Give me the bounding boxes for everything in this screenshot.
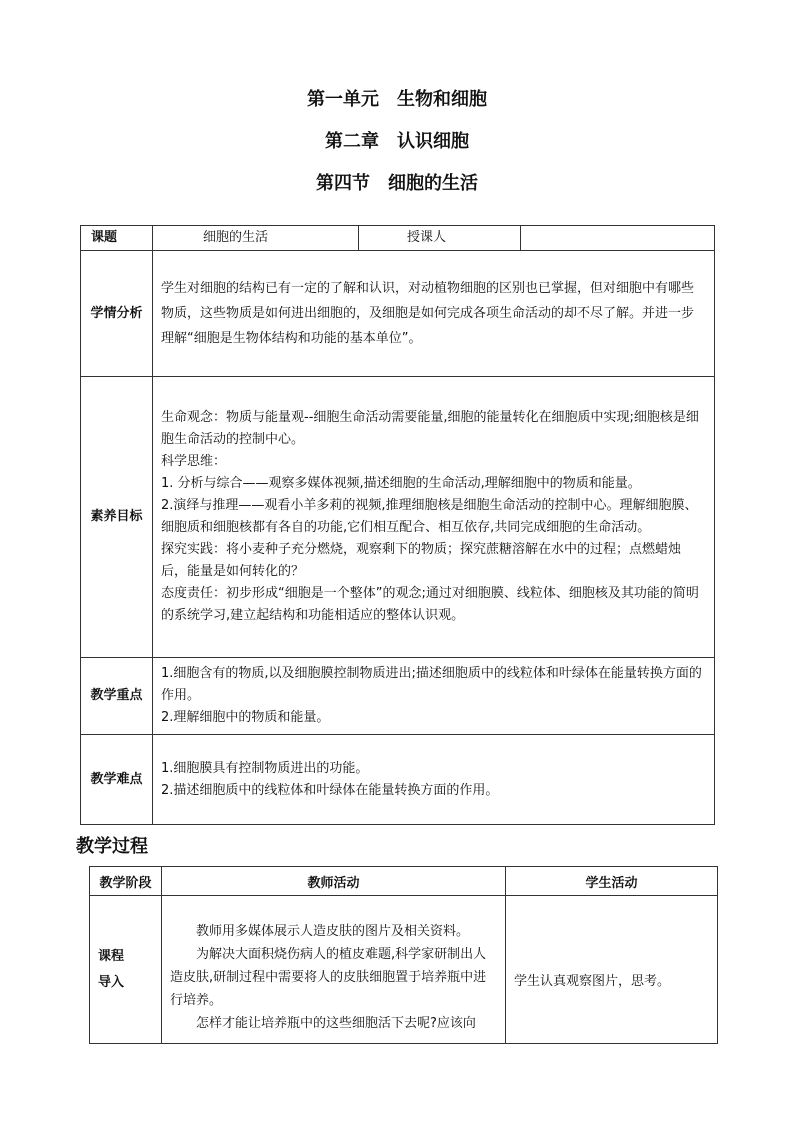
difficult-point: 2.描述细胞质中的线粒体和叶绿体在能量转换方面的作用。 bbox=[161, 782, 499, 798]
key-points-row bbox=[81, 658, 715, 735]
header-stage: 教学阶段 bbox=[90, 867, 162, 896]
teacher-activity: 怎样才能让培养瓶中的这些细胞活下去呢?应该向 bbox=[196, 1016, 476, 1031]
goals-cell bbox=[153, 377, 715, 658]
goals-row bbox=[81, 377, 715, 658]
key-label: 教学重点 bbox=[81, 658, 153, 735]
process-table bbox=[89, 866, 718, 1044]
difficult-cell bbox=[153, 735, 715, 825]
teacher-value bbox=[521, 226, 715, 251]
teacher-activity-cell bbox=[162, 896, 506, 1044]
topic-value: 细胞的生活 bbox=[153, 226, 359, 251]
difficult-label: 教学难点 bbox=[81, 735, 153, 825]
analysis-text: 学生对细胞的结构已有一定的了解和认识，对动植物细胞的区别也已掌握，但对细胞中有哪些物质，这些物质是如何进出细胞的，及细胞是如何完成各项生命活动的却不尽了解。并进一步理解“细胞是生物体结构和功能的基本单位”。 bbox=[153, 251, 715, 377]
goal-item: 态度责任：初步形成“细胞是一个整体”的观念;通过对细胞膜、线粒体、细胞核及其功能的简明的系统学习,建立起结构和功能相适应的整体认识观。 bbox=[161, 586, 699, 623]
process-header-row bbox=[90, 867, 718, 896]
stage-line: 课程 bbox=[98, 948, 125, 964]
goal-item: 2.演绎与推理——观看小羊多莉的视频,推理细胞核是细胞生命活动的控制中心。理解细胞膜、细胞质和细胞核都有各自的功能,它们相互配合、相互依存,共同完成细胞的生命活动。 bbox=[161, 498, 698, 535]
teacher-activity: 为解决大面积烧伤病人的植皮难题,科学家研制出人造皮肤,研制过程中需要将人的皮肤细胞置于培养瓶中进行培养。 bbox=[170, 947, 487, 1008]
goal-item: 探究实践：将小麦种子充分燃烧，观察剩下的物质；探究蔗糖溶解在水中的过程；点燃蜡烛后，能量是如何转化的？ bbox=[161, 542, 682, 579]
header-student: 学生活动 bbox=[506, 867, 718, 896]
topic-label: 课题 bbox=[81, 226, 153, 251]
stage-line: 导入 bbox=[98, 974, 125, 990]
section-title: 第四节 细胞的生活 bbox=[316, 173, 478, 194]
process-heading: 教学过程 bbox=[76, 836, 148, 857]
goal-item: 1. 分析与综合——观察多媒体视频,描述细胞的生命活动,理解细胞中的物质和能量。 bbox=[161, 476, 641, 491]
unit-title: 第一单元 生物和细胞 bbox=[307, 89, 487, 110]
process-row bbox=[90, 896, 718, 1044]
stage-cell bbox=[90, 896, 162, 1044]
chapter-title: 第二章 认识细胞 bbox=[325, 131, 469, 152]
topic-row bbox=[81, 226, 715, 251]
goal-item: 生命观念：物质与能量观--细胞生命活动需要能量,细胞的能量转化在细胞质中实现;细胞核是细胞生命活动的控制中心。 bbox=[161, 410, 699, 447]
difficult-points-row bbox=[81, 735, 715, 825]
goals-label: 素养目标 bbox=[81, 377, 153, 658]
student-activity: 学生认真观察图片，思考。 bbox=[506, 896, 718, 1044]
key-point: 2.理解细胞中的物质和能量。 bbox=[161, 710, 330, 725]
key-point: 1.细胞含有的物质,以及细胞膜控制物质进出;描述细胞质中的线粒体和叶绿体在能量转换方面的作用。 bbox=[161, 666, 702, 703]
teacher-label: 授课人 bbox=[359, 226, 521, 251]
analysis-row bbox=[81, 251, 715, 377]
teacher-activity: 教师用多媒体展示人造皮肤的图片及相关资料。 bbox=[196, 924, 470, 939]
difficult-point: 1.细胞膜具有控制物质进出的功能。 bbox=[161, 760, 369, 776]
lesson-info-table bbox=[80, 225, 715, 825]
goal-item: 科学思维： bbox=[161, 454, 227, 469]
analysis-label: 学情分析 bbox=[81, 251, 153, 377]
key-cell bbox=[153, 658, 715, 735]
header-teacher: 教师活动 bbox=[162, 867, 506, 896]
